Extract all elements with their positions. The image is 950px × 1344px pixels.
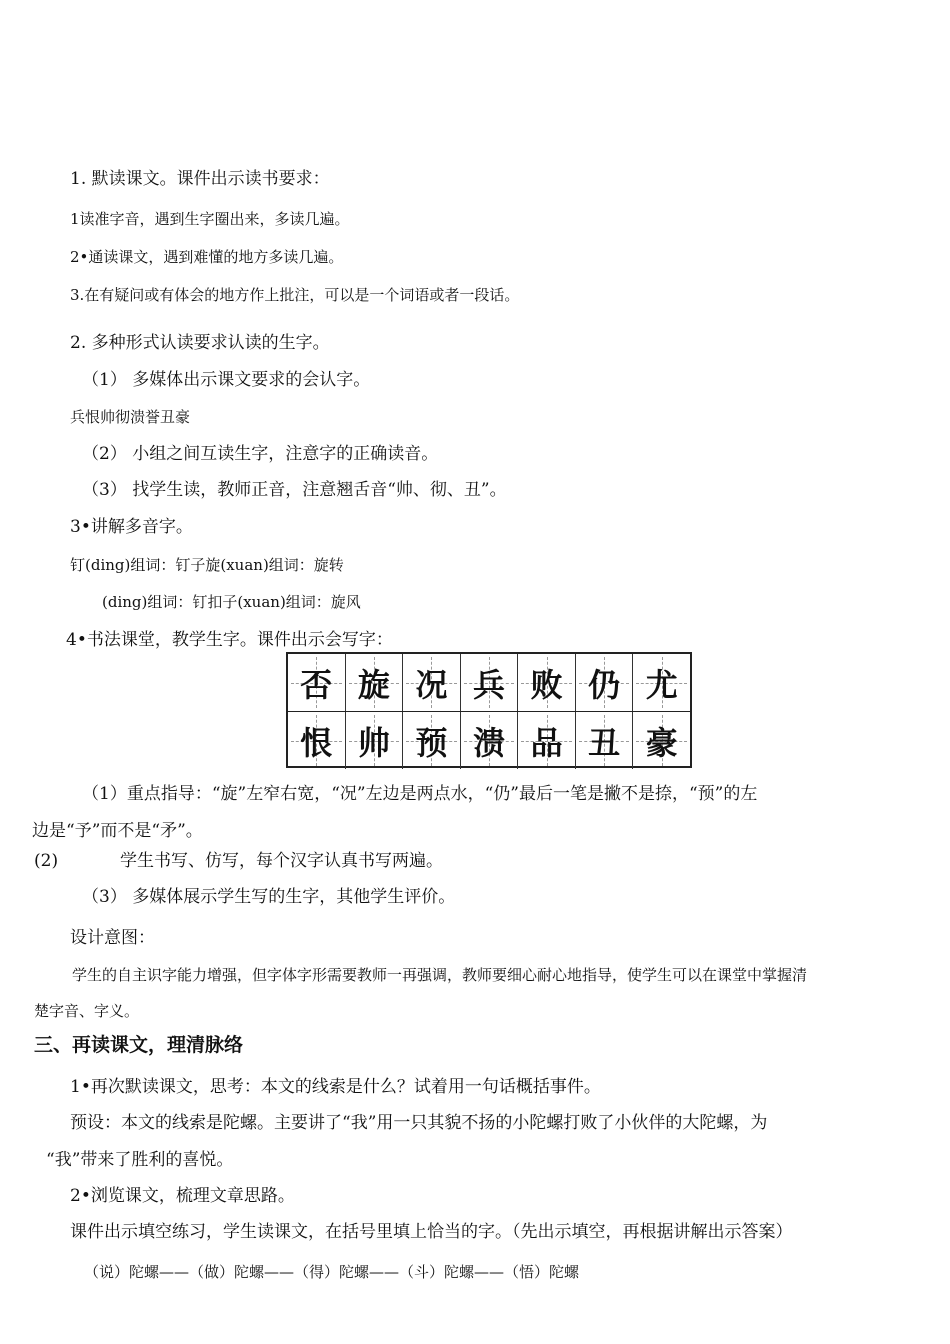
line-polyphone-ding: 钉(ding)组词：钉子旋(xuan)组词：旋转 bbox=[70, 556, 344, 574]
line-polyphone: 3•讲解多音字。 bbox=[70, 517, 193, 537]
grid-cell: 丑 bbox=[576, 712, 634, 769]
line-req-3: 3.在有疑问或有体会的地方作上批注，可以是一个词语或者一段话。 bbox=[70, 286, 520, 304]
line-polyphone-xuan: (ding)组词：钉扣子(xuan)组词：旋风 bbox=[102, 593, 361, 611]
grid-cell: 品 bbox=[518, 712, 576, 769]
line-media-show: （1） 多媒体出示课文要求的会认字。 bbox=[82, 370, 371, 390]
line-req-2: 2•通读课文，遇到难懂的地方多读几遍。 bbox=[70, 248, 344, 266]
line-reread: 1•再次默读课文，思考：本文的线索是什么？试着用一句话概括事件。 bbox=[70, 1077, 601, 1097]
section-heading: 三、再读课文，理清脉络 bbox=[34, 1034, 244, 1056]
grid-cell: 况 bbox=[403, 654, 461, 711]
line-show-work: （3） 多媒体展示学生写的生字，其他学生评价。 bbox=[82, 887, 456, 907]
grid-cell: 尤 bbox=[633, 654, 690, 711]
line-multi-form: 2. 多种形式认读要求认读的生字。 bbox=[70, 333, 330, 353]
line-student-read: （3） 找学生读，教师正音，注意翘舌音“帅、彻、丑”。 bbox=[82, 480, 507, 500]
line-key-guidance-cont: 边是“予”而不是“矛”。 bbox=[32, 821, 203, 841]
line-write: 学生书写、仿写，每个汉字认真书写两遍。 bbox=[120, 851, 443, 871]
grid-cell: 仍 bbox=[576, 654, 634, 711]
grid-cell: 预 bbox=[403, 712, 461, 769]
grid-cell: 败 bbox=[518, 654, 576, 711]
line-read-silently: 1. 默读课文。课件出示读书要求： bbox=[70, 169, 330, 189]
line-calligraphy: 4•书法课堂，教学生字。课件出示会写字： bbox=[66, 630, 393, 650]
line-group-read: （2） 小组之间互读生字，注意字的正确读音。 bbox=[82, 444, 439, 464]
line-design-intent: 设计意图： bbox=[70, 928, 155, 948]
line-fill-answers: （说）陀螺——（做）陀螺——（得）陀螺——（斗）陀螺——（悟）陀螺 bbox=[84, 1263, 580, 1281]
grid-cell: 旋 bbox=[346, 654, 404, 711]
grid-cell: 溃 bbox=[461, 712, 519, 769]
line-preset-cont: “我”带来了胜利的喜悦。 bbox=[46, 1150, 234, 1170]
line-intent-text: 学生的自主识字能力增强，但字体字形需要教师一再强调，教师要细心耐心地指导，使学生可以在课堂中掌握清 bbox=[72, 966, 808, 984]
grid-row-2 bbox=[288, 711, 690, 769]
line-req-1: 1读准字音，遇到生字圈出来，多读几遍。 bbox=[70, 210, 350, 228]
character-grid bbox=[286, 652, 692, 768]
line-write-num: (2) bbox=[34, 851, 59, 871]
line-char-list: 兵恨帅彻溃誉丑豪 bbox=[70, 408, 191, 426]
grid-cell: 豪 bbox=[633, 712, 690, 769]
grid-cell: 恨 bbox=[288, 712, 346, 769]
line-fill-blank: 课件出示填空练习，学生读课文，在括号里填上恰当的字。（先出示填空，再根据讲解出示答案） bbox=[70, 1222, 793, 1242]
grid-row-1 bbox=[288, 654, 690, 711]
line-browse: 2•浏览课文，梳理文章思路。 bbox=[70, 1186, 295, 1206]
line-key-guidance: （1）重点指导：“旋”左窄右宽，“况”左边是两点水，“仍”最后一笔是撇不是捺，“预”的左 bbox=[82, 784, 758, 804]
line-preset: 预设：本文的线索是陀螺。主要讲了“我”用一只其貌不扬的小陀螺打败了小伙伴的大陀螺，为 bbox=[70, 1113, 768, 1133]
grid-cell: 帅 bbox=[346, 712, 404, 769]
line-intent-text-cont: 楚字音、字义。 bbox=[34, 1002, 140, 1020]
grid-cell: 否 bbox=[288, 654, 346, 711]
grid-cell: 兵 bbox=[461, 654, 519, 711]
